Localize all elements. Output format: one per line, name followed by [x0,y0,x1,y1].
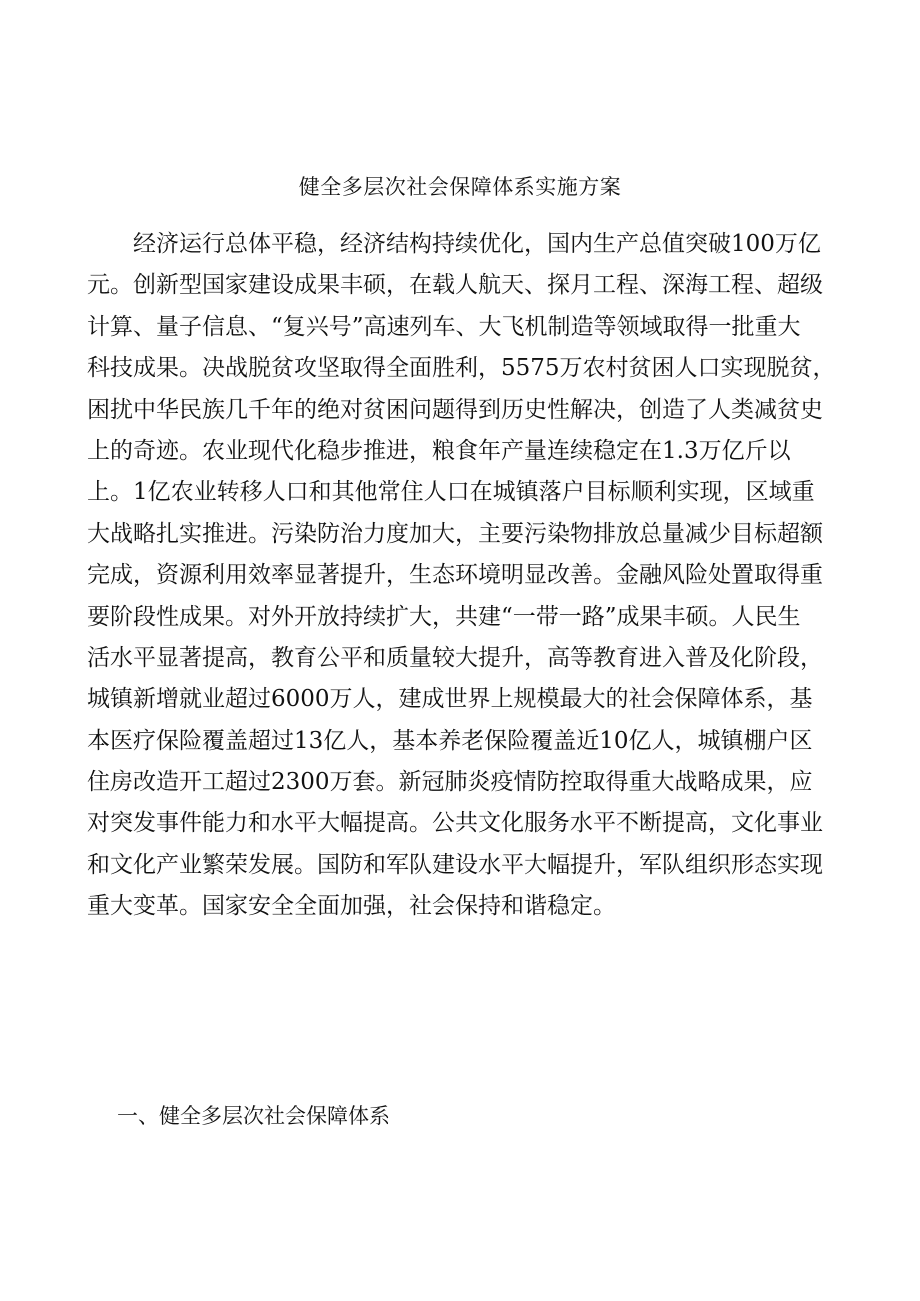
paragraph-line: 计算、量子信息、“复兴号”高速列车、大飞机制造等领域取得一批重大 [87,313,801,340]
paragraph-line: 上的奇迹。农业现代化稳步推进，粮食年产量连续稳定在1.3万亿斤以 [87,437,791,464]
paragraph-line: 科技成果。决战脱贫攻坚取得全面胜利，5575万农村贫困人口实现脱贫， [87,355,836,382]
paragraph-line: 重大变革。国家安全全面加强，社会保持和谐稳定。 [87,893,616,920]
paragraph-line: 活水平显著提高，教育公平和质量较大提升，高等教育进入普及化阶段， [87,644,823,671]
paragraph-line: 和文化产业繁荣发展。国防和军队建设水平大幅提升，军队组织形态实现 [87,851,823,878]
paragraph-line: 城镇新增就业超过6000万人，建成世界上规模最大的社会保障体系，基 [87,686,813,713]
document-title: 健全多层次社会保障体系实施方案 [298,175,622,199]
paragraph-line: 完成，资源利用效率显著提升，生态环境明显改善。金融风险处置取得重 [87,562,823,589]
section-heading: 一、健全多层次社会保障体系 [117,1104,390,1128]
paragraph-line: 元。创新型国家建设成果丰硕，在载人航天、探月工程、深海工程、超级 [87,272,823,299]
paragraph-line: 要阶段性成果。对外开放持续扩大，共建“一带一路”成果丰硕。人民生 [87,603,801,630]
paragraph-line: 本医疗保险覆盖超过13亿人，基本养老保险覆盖近10亿人，城镇棚户区 [87,727,813,754]
paragraph-line: 困扰中华民族几千年的绝对贫困问题得到历史性解决，创造了人类减贫史 [87,396,823,423]
paragraph-line: 经济运行总体平稳，经济结构持续优化，国内生产总值突破100万亿 [133,231,821,257]
paragraph-line: 大战略扎实推进。污染防治力度加大，主要污染物排放总量减少目标超额 [87,520,823,547]
paragraph-line: 上。1亿农业转移人口和其他常住人口在城镇落户目标顺利实现，区域重 [87,479,815,506]
paragraph-line: 住房改造开工超过2300万套。新冠肺炎疫情防控取得重大战略成果，应 [87,769,813,796]
paragraph-line: 对突发事件能力和水平大幅提高。公共文化服务水平不断提高，文化事业 [87,810,823,837]
body-paragraph [87,224,836,928]
